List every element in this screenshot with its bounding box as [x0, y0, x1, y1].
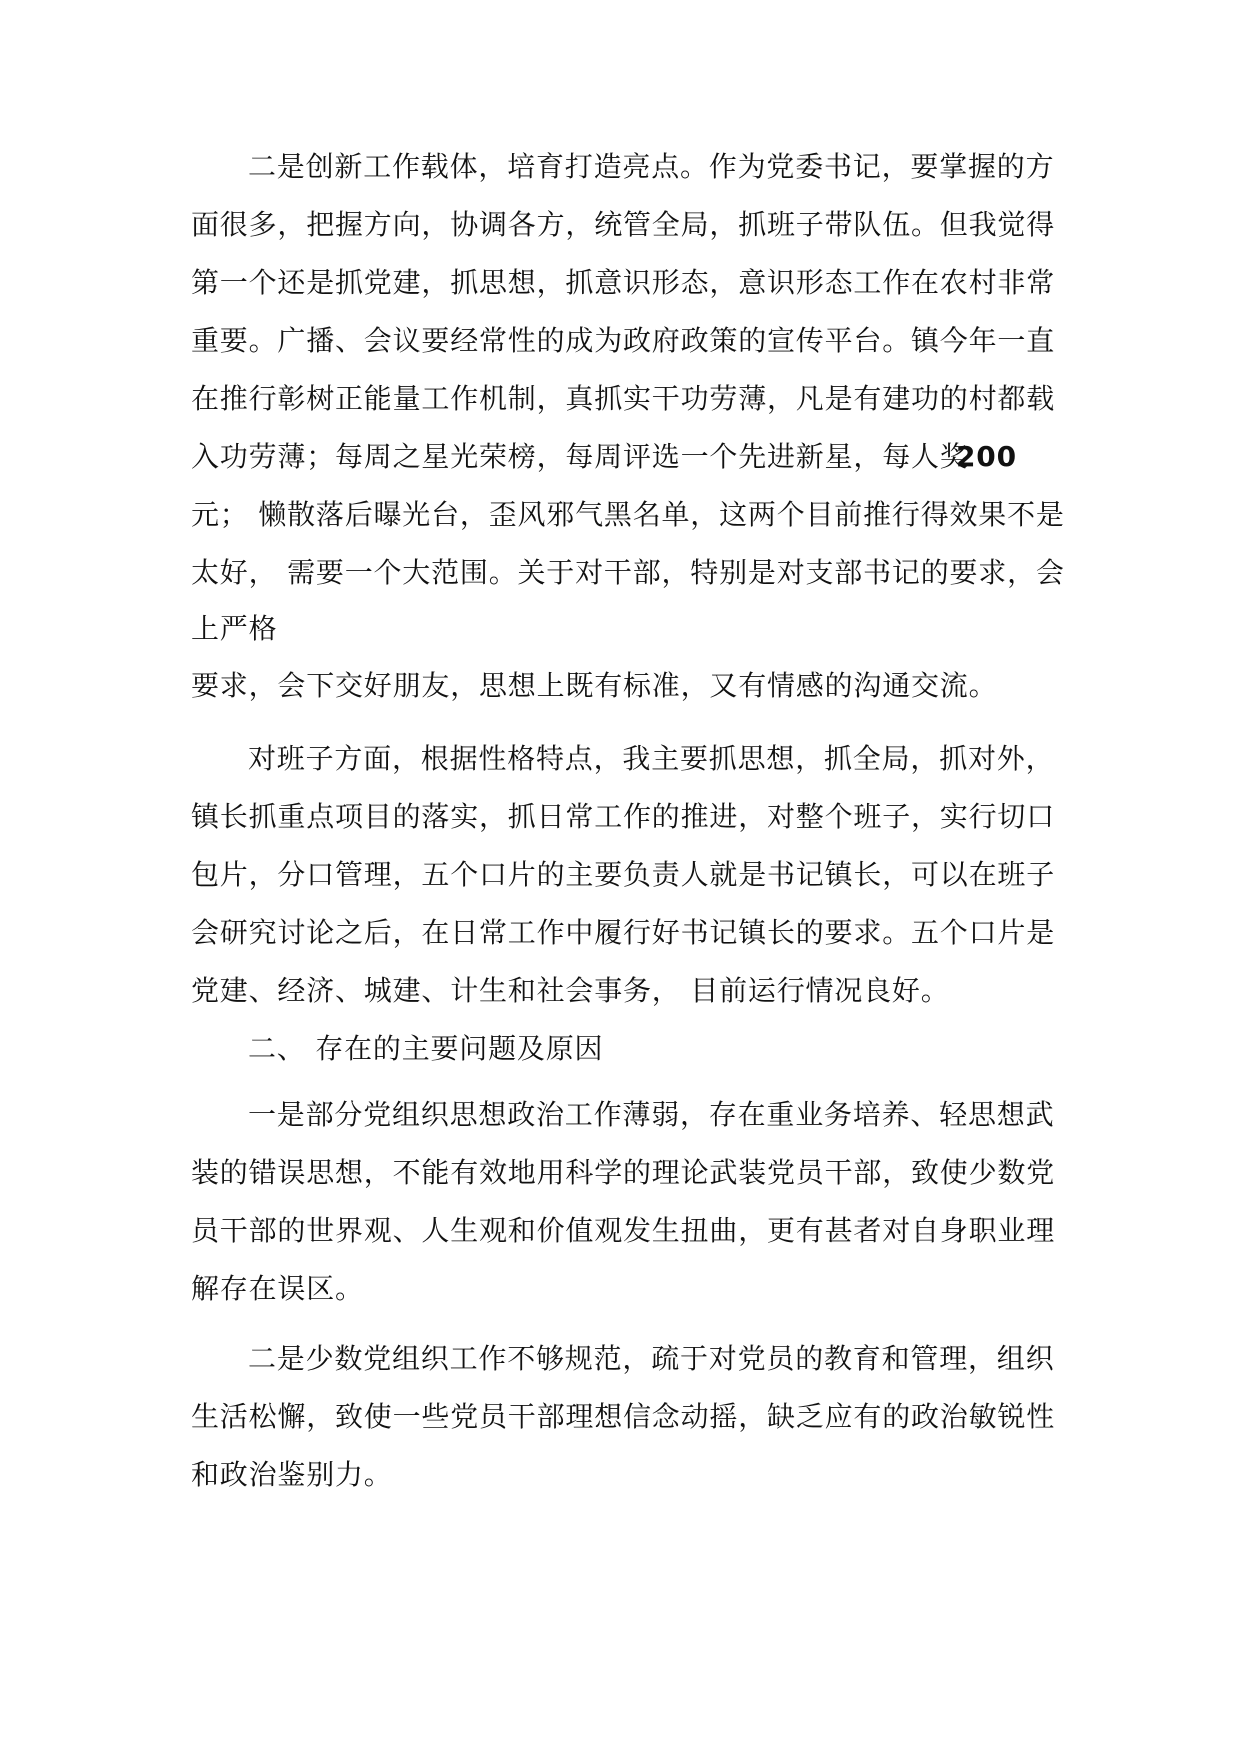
- section-heading: 二、 存在的主要问题及原因: [248, 1032, 604, 1065]
- text-line-17: 一是部分党组织思想政治工作薄弱，存在重业务培养、轻思想武: [248, 1098, 1055, 1131]
- text-line-7: 元； 懒散落后曝光台，歪风邪气黑名单，这两个目前推行得效果不是: [191, 498, 1065, 531]
- text-line-1: 二是创新工作载体，培育打造亮点。作为党委书记，要掌握的方: [248, 150, 1055, 183]
- text-line-23: 和政治鉴别力。: [191, 1458, 393, 1491]
- text-line-5: 在推行彰树正能量工作机制，真抓实干功劳薄，凡是有建功的村都载: [191, 382, 1056, 415]
- text-line-10: 要求，会下交好朋友，思想上既有标准，又有情感的沟通交流。: [191, 669, 998, 702]
- text-line-8: 太好， 需要一个大范围。关于对干部，特别是对支部书记的要求，会: [191, 556, 1065, 589]
- text-line-18: 装的错误思想，不能有效地用科学的理论武装党员干部，致使少数党: [191, 1156, 1056, 1189]
- text-line-9: 上严格: [191, 612, 278, 645]
- text-line-11: 对班子方面，根据性格特点，我主要抓思想，抓全局，抓对外，: [248, 742, 1055, 775]
- text-line-13: 包片，分口管理，五个口片的主要负责人就是书记镇长，可以在班子: [191, 858, 1056, 891]
- text-line-6: 入功劳薄；每周之星光荣榜，每周评选一个先进新星，每人奖: [191, 440, 969, 473]
- text-line-20: 解存在误区。: [191, 1272, 364, 1305]
- text-line-14: 会研究讨论之后，在日常工作中履行好书记镇长的要求。五个口片是: [191, 916, 1056, 949]
- text-number: 200: [956, 440, 1017, 473]
- text-line-2: 面很多，把握方向，协调各方，统管全局，抓班子带队伍。但我觉得: [191, 208, 1056, 241]
- text-line-12: 镇长抓重点项目的落实，抓日常工作的推进，对整个班子，实行切口: [191, 800, 1056, 833]
- text-line-4: 重要。广播、会议要经常性的成为政府政策的宣传平台。镇今年一直: [191, 324, 1056, 357]
- text-line-21: 二是少数党组织工作不够规范，疏于对党员的教育和管理，组织: [248, 1342, 1055, 1375]
- text-line-19: 员干部的世界观、人生观和价值观发生扭曲，更有甚者对自身职业理: [191, 1214, 1056, 1247]
- text-line-15: 党建、经济、城建、计生和社会事务， 目前运行情况良好。: [191, 974, 950, 1007]
- text-line-3: 第一个还是抓党建，抓思想，抓意识形态，意识形态工作在农村非常: [191, 266, 1056, 299]
- text-line-22: 生活松懈，致使一些党员干部理想信念动摇，缺乏应有的政治敏锐性: [191, 1400, 1056, 1433]
